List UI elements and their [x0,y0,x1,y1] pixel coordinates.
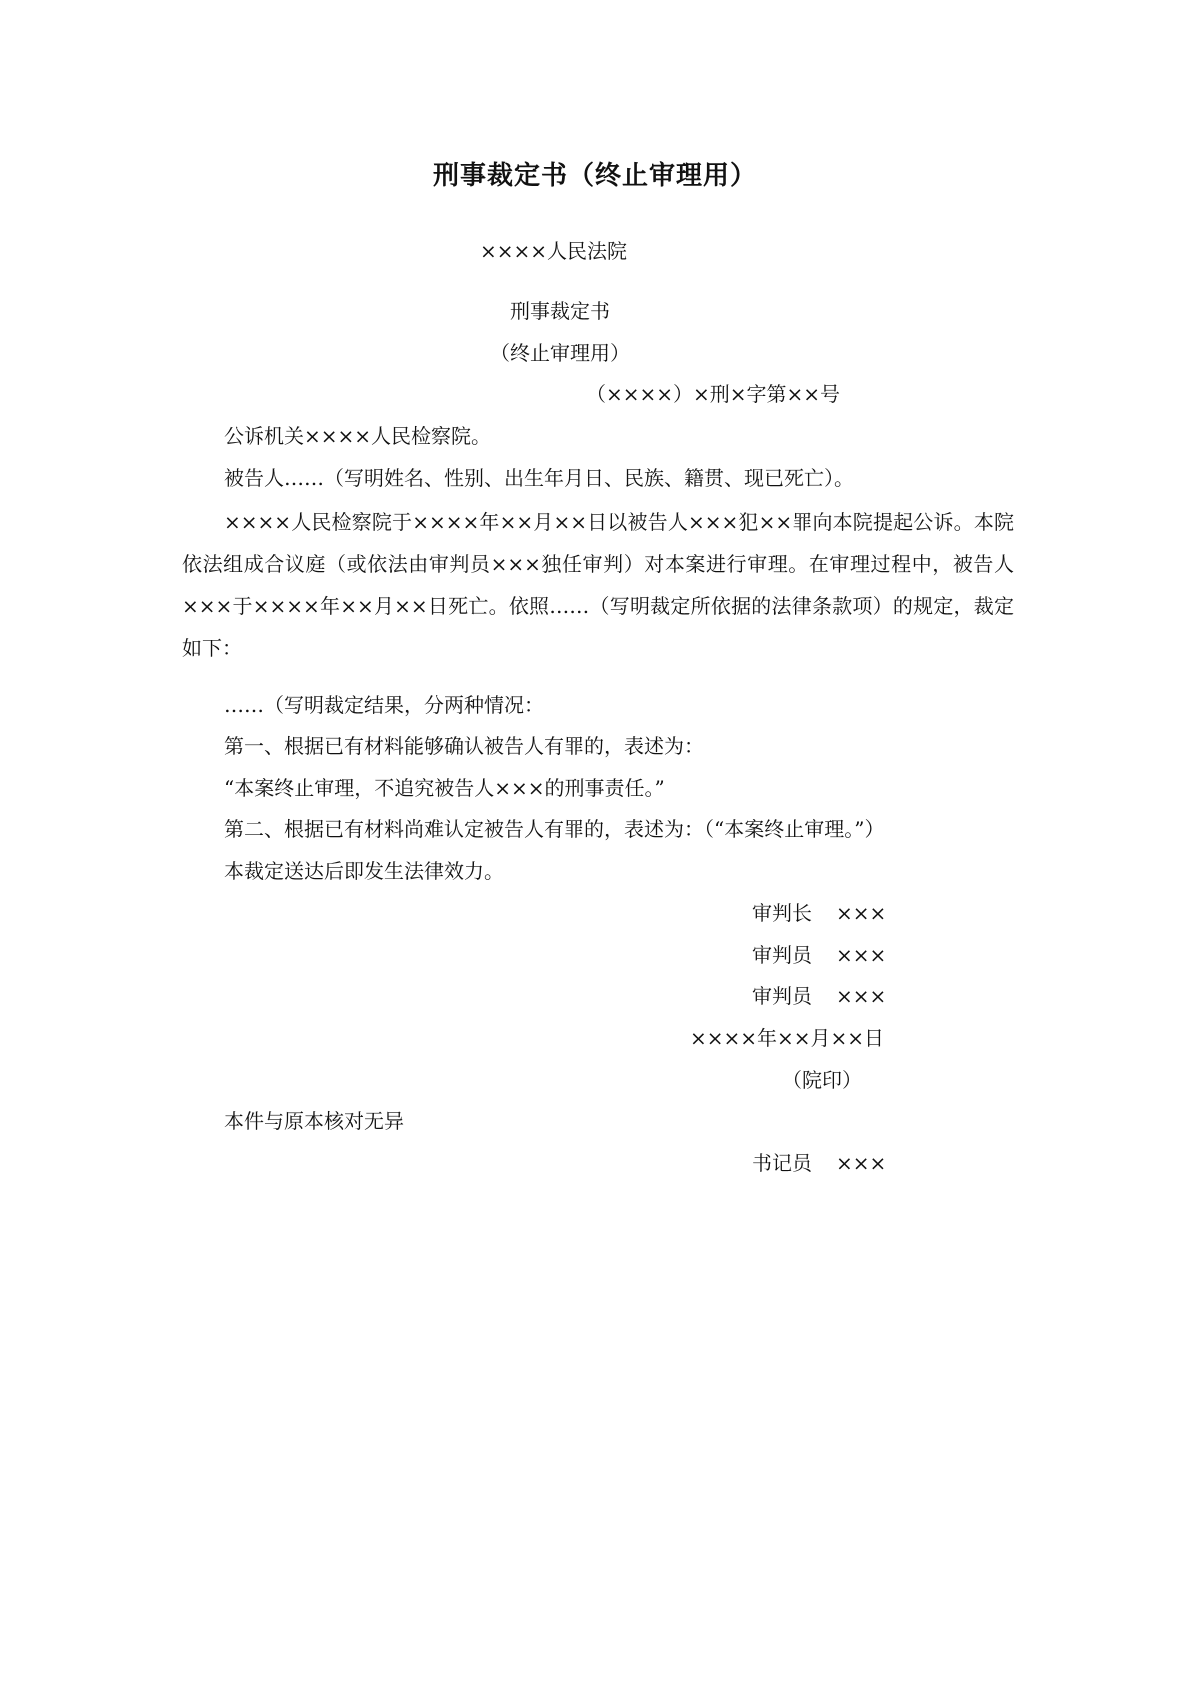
judge-one-role: 审判员 [752,943,812,967]
ruling-date: ××××年××月××日 [690,1026,885,1050]
legal-effect-line: 本裁定送达后即发生法律效力。 [224,859,504,883]
facts-paragraph: ××××人民检察院于××××年××月××日以被告人×××犯××罪向本院提起公诉。本院依法组成合议庭（或依法由审判员×××独任审判）对本案进行审理。在审理过程中，被告人×××于××××年××月××日死亡。依照……（写明裁定所依据的法律条款项）的规定，裁定如下： [182,510,1014,660]
presiding-judge-signature [752,899,886,927]
document-subtype: （终止审理用） [490,341,630,365]
court-seal: （院印） [782,1068,862,1092]
case-one-quote: “本案终止审理，不追究被告人×××的刑事责任。” [224,776,665,800]
presiding-judge-name: ××× [836,901,887,925]
case-number: （××××）×刑×字第××号 [586,382,841,406]
document-type: 刑事裁定书 [510,299,610,323]
judge-one-name: ××× [836,943,887,967]
document-title: 刑事裁定书（终止审理用） [432,161,757,191]
judge-two-name: ××× [836,984,887,1008]
clerk-role: 书记员 [752,1151,812,1175]
case-two-line: 第二、根据已有材料尚难认定被告人有罪的，表述为：（“本案终止审理。”） [224,817,885,841]
court-name: ××××人民法院 [480,239,628,263]
prosecutor-line: 公诉机关××××人民检察院。 [224,424,492,448]
presiding-judge-role: 审判长 [752,901,812,925]
judge-two-signature [752,982,886,1010]
judge-two-role: 审判员 [752,984,812,1008]
defendant-line: 被告人……（写明姓名、性别、出生年月日、民族、籍贯、现已死亡）。 [224,466,854,490]
clerk-signature [752,1149,886,1177]
clerk-name: ××× [836,1151,887,1175]
certification-line: 本件与原本核对无异 [224,1109,404,1133]
ruling-intro: ……（写明裁定结果，分两种情况： [224,693,544,717]
judge-one-signature [752,941,886,969]
case-one-line: 第一、根据已有材料能够确认被告人有罪的，表述为： [224,734,704,758]
